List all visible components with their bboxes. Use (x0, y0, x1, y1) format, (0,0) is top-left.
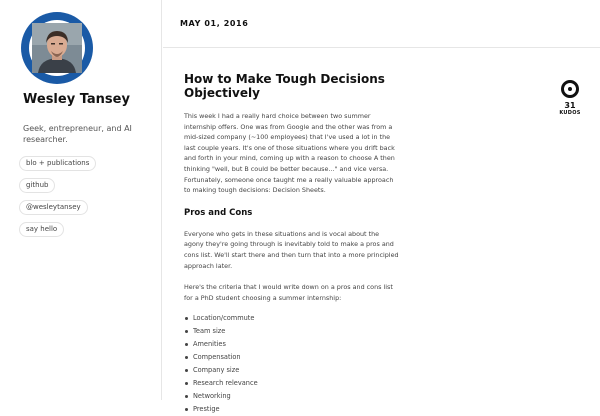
nav-link-github[interactable]: github (19, 178, 55, 193)
avatar-frame (29, 20, 85, 76)
avatar-portrait-icon (32, 23, 82, 73)
list-item (184, 364, 400, 377)
article (184, 72, 400, 416)
bullet-icon (185, 369, 188, 372)
nav-link-twitter[interactable]: @wesleytansey (19, 200, 88, 215)
kudos-icon[interactable] (561, 80, 579, 98)
list-item-label: Prestige (193, 405, 220, 414)
sidebar (0, 0, 162, 400)
bullet-icon (185, 330, 188, 333)
list-item (184, 377, 400, 390)
list-item (184, 351, 400, 364)
section-paragraph: Here's the criteria that I would write down on a pros and cons list for a PhD student choosing a summer internship: (184, 283, 393, 302)
nav-link-publications[interactable]: blo + publications (19, 156, 96, 171)
list-item-label: Company size (193, 366, 240, 375)
list-item-label: Team size (193, 327, 226, 336)
bullet-icon (185, 356, 188, 359)
list-item-label: Compensation (193, 353, 241, 362)
list-item-label: Amenities (193, 340, 226, 349)
article-intro-paragraph: This week I had a really hard choice between two summer internship offers. One was from Google and the other was from a mid-sized company (~100 employees) that I've used a lot in the last couple years. It's one of those situations where you drift back and forth in your mind, coming up with a reason to choose A then thinking "well, but B could be better because..." and vice versa. Fortunately, someone once taught me a really valuable approach to making tough decisions: Decision Sheets. (184, 112, 395, 195)
section-paragraph: Everyone who gets in these situations and is vocal about the agony they're going through is inevitably told to make a pros and cons list. We'll start there and then turn that into a more principled approach later. (184, 229, 399, 270)
list-item (184, 338, 400, 351)
kudos-dot-icon (568, 87, 572, 91)
kudos-widget[interactable] (557, 80, 583, 116)
kudos-count: 31 (564, 101, 576, 110)
list-item (184, 390, 400, 403)
nav-link-say-hello[interactable]: say hello (19, 222, 64, 237)
list-item-label: Research relevance (193, 379, 258, 388)
avatar-photo (32, 23, 82, 73)
kudos-label: KUDOS (559, 110, 581, 116)
bullet-icon (185, 382, 188, 385)
article-title[interactable]: How to Make Tough Decisions Objectively (184, 72, 385, 100)
criteria-list (184, 312, 400, 416)
list-item-label: Location/commute (193, 314, 255, 323)
post-header-bar (163, 0, 600, 48)
list-item-label: Networking (193, 392, 231, 401)
list-item (184, 403, 400, 416)
bullet-icon (185, 343, 188, 346)
bullet-icon (185, 317, 188, 320)
author-name[interactable]: Wesley Tansey (23, 92, 130, 107)
list-item (184, 312, 400, 325)
list-item (184, 325, 400, 338)
author-bio: Geek, entrepreneur, and AI researcher. (23, 124, 132, 144)
section-heading: Pros and Cons (184, 207, 253, 218)
bullet-icon (185, 408, 188, 411)
bullet-icon (185, 395, 188, 398)
avatar[interactable] (21, 12, 93, 84)
post-date: MAY 01, 2016 (180, 19, 249, 28)
